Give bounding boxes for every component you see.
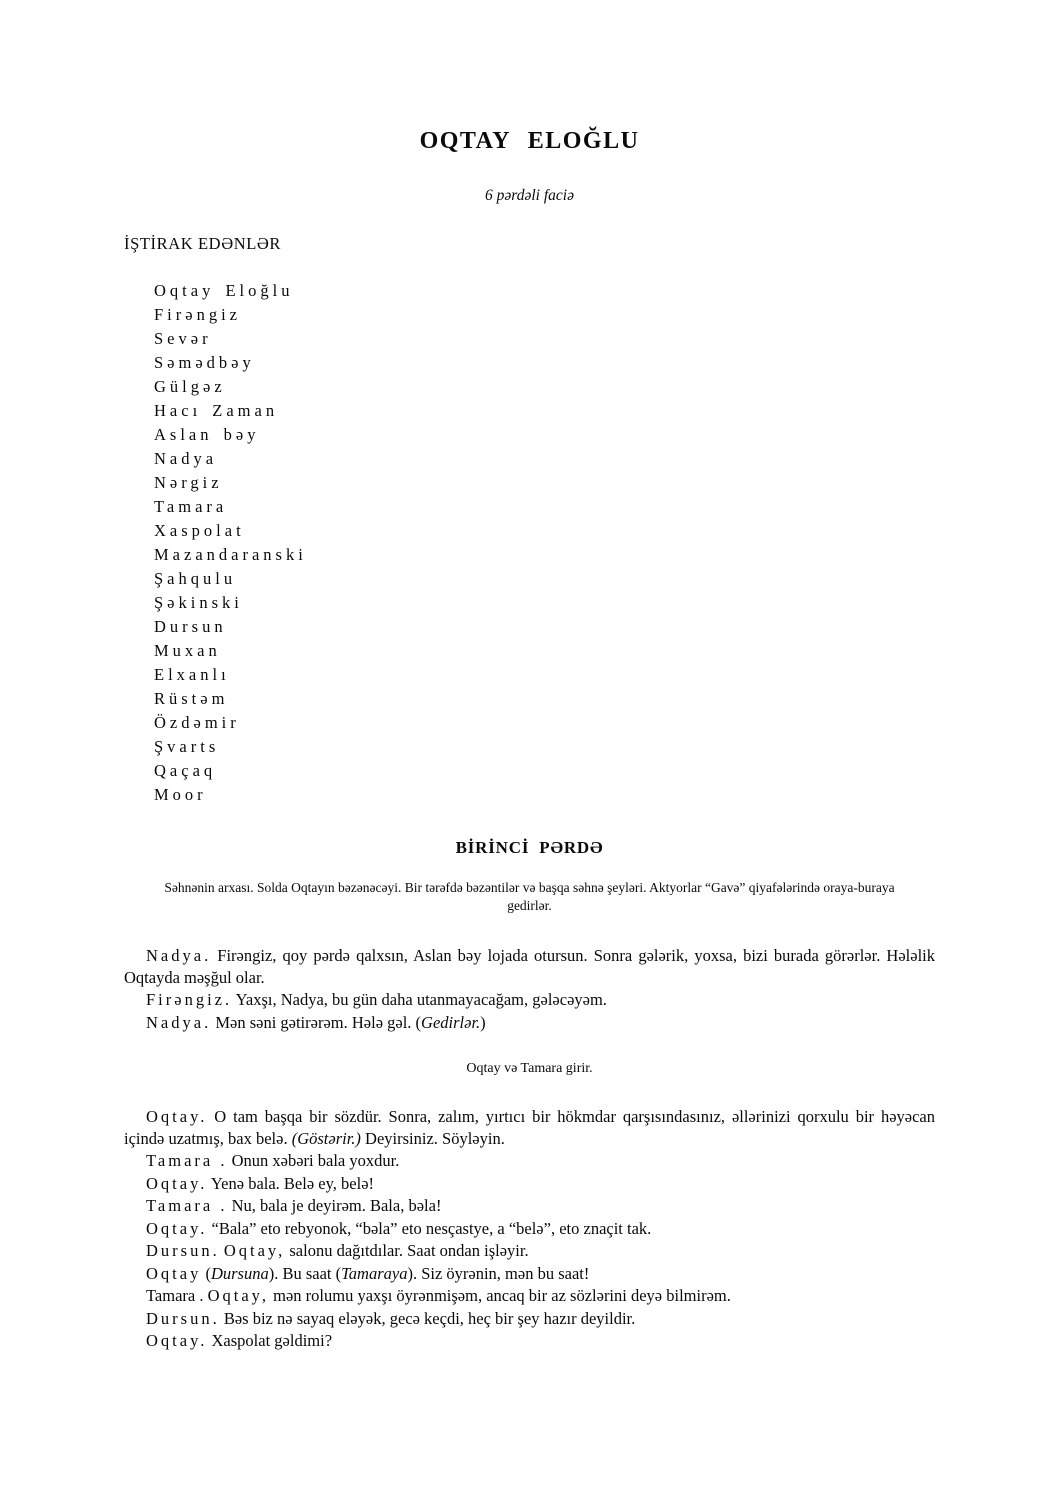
cast-member: Mazandaranski (154, 545, 307, 564)
speaker-name: Oqtay, (207, 1286, 269, 1305)
cast-member: Moor (154, 785, 207, 804)
dialogue-text: ( (201, 1263, 211, 1283)
dialogue-text: Onun xəbəri bala yoxdur. (227, 1151, 400, 1170)
dialogue-text: Mən səni gətirərəm. Hələ gəl. ( (211, 1012, 422, 1032)
cast-member: Dursun (154, 617, 227, 636)
dialogue-text: ). Bu saat ( (268, 1263, 342, 1283)
speaker-name: Dursun. (146, 1308, 220, 1328)
dialogue-text: salonu dağıtdılar. Saat ondan işləyir. (285, 1241, 529, 1260)
speaker-name: Oqtay. (146, 1218, 208, 1238)
cast-member: Oqtay Eloğlu (154, 281, 294, 300)
dialogue-text: ) (480, 1012, 486, 1032)
dialogue-line (124, 1150, 935, 1172)
speaker-name: Firəngiz. (146, 990, 233, 1009)
dialogue-text: Dursuna (210, 1263, 269, 1283)
cast-member: Şəkinski (154, 593, 243, 612)
cast-list (154, 279, 935, 807)
cast-member: Nadya (154, 449, 218, 468)
play-title: OQTAY ELOĞLU (419, 128, 640, 154)
cast-member: Gülgəz (154, 377, 226, 396)
speaker-name: Oqtay, (223, 1241, 286, 1260)
cast-member: Tamara (154, 497, 228, 516)
page-content (0, 126, 1058, 1352)
act-heading: BİRİNCİ PƏRDƏ (455, 838, 604, 857)
cast-member: Nərgiz (154, 473, 223, 492)
cast-member: Xaspolat (154, 521, 245, 540)
cast-member: Muxan (154, 641, 221, 660)
dialogue-text: Deyirsiniz. Söyləyin. (360, 1128, 505, 1148)
cast-member: Aslan bəy (154, 425, 260, 444)
play-subtitle: 6 pərdəli faciə (485, 187, 574, 204)
speaker-name: Tamara . (146, 1151, 228, 1170)
cast-member: Sevər (154, 329, 212, 348)
dialogue-text: Gedirlər. (421, 1012, 481, 1032)
dialogue-text: mən rolumu yaxşı öyrənmişəm, ancaq bir az sözlərini deyə bilmirəm. (269, 1286, 731, 1305)
dialogue-text: Oqtay və Tamara girir. (466, 1061, 593, 1076)
cast-heading: İŞTİRAK EDƏNLƏR (124, 234, 282, 253)
dialogue-text: Tamara . (146, 1286, 208, 1305)
cast-member: Şahqulu (154, 569, 237, 588)
dialogue-text: Bəs biz nə sayaq eləyək, gecə keçdi, heç bir şey hazır deyildir. (219, 1308, 636, 1328)
speaker-name: Oqtay. (146, 1331, 208, 1350)
speaker-name: Nadya. (146, 946, 212, 965)
speaker-name: Dursun. (146, 1241, 220, 1260)
speaker-name: Tamara . (146, 1196, 228, 1215)
dialogue-line (124, 1195, 935, 1217)
cast-member: Özdəmir (154, 713, 240, 732)
dialogue-text: Tamaraya (341, 1263, 408, 1283)
dialogue-line (124, 1012, 935, 1034)
dialogue-text: Yaxşı, Nadya, bu gün daha utanmayacağam, gələcəyəm. (232, 990, 607, 1009)
cast-member: Qaçaq (154, 761, 217, 780)
act-stage-direction: Səhnənin arxası. Solda Oqtayın bəzənəcəyi. Bir tərəfdə bəzəntilər və başqa səhnə şeyləri. Aktyorlar “Gavə” qiyafələrində oraya-buraya gedirlər. (164, 880, 895, 913)
dialogue-text: Xaspolat gəldimi? (207, 1331, 333, 1350)
cast-member: Rüstəm (154, 689, 229, 708)
dialogue-line (124, 1285, 935, 1307)
dialogue-text: Yenə bala. Belə ey, belə! (207, 1173, 375, 1193)
dialogue-text: ). Siz öyrənin, mən bu saat! (407, 1263, 590, 1283)
dialogue-text: (Göstərir.) (291, 1128, 361, 1148)
stage-cue (124, 1060, 935, 1077)
speaker-name: Oqtay (146, 1263, 202, 1283)
dialogue-line (124, 1218, 935, 1240)
dialogue-line (124, 1173, 935, 1195)
dialogue-line (124, 1240, 935, 1262)
dialogue-line (124, 1106, 935, 1149)
dialogue-text: “Bala” eto rebyonok, “bəla” eto nesçastye, a “belə”, eto znaçit tak. (207, 1218, 652, 1238)
dialogue-text: O tam başqa bir sözdür. Sonra, zalım, yırtıcı bir hökmdar qarşısındasınız, əllərinizi qorxulu bir həyəcan içində uzatmış, bax belə. (124, 1107, 935, 1148)
dialogue-line (124, 1330, 935, 1352)
cast-member: Hacı Zaman (154, 401, 279, 420)
dialogue-text: Firəngiz, qoy pərdə qalxsın, Aslan bəy lojada otursun. Sonra gələrik, yoxsa, bizi burada görərlər. Hələlik Oqtayda məşğul olar. (124, 946, 935, 987)
speaker-name: Nadya. (146, 1012, 212, 1032)
cast-member: Elxanlı (154, 665, 230, 684)
dialogue (124, 945, 935, 1352)
dialogue-line (124, 1308, 935, 1330)
cast-member: Səmədbəy (154, 353, 255, 372)
speaker-name: Oqtay. (146, 1107, 208, 1126)
speaker-name: Oqtay. (146, 1173, 208, 1193)
cast-member: Firəngiz (154, 305, 241, 324)
dialogue-line (124, 1263, 935, 1285)
dialogue-line (124, 945, 935, 988)
dialogue-text: Nu, bala je deyirəm. Bala, bəla! (227, 1196, 442, 1215)
dialogue-line (124, 989, 935, 1011)
cast-member: Şvarts (154, 737, 220, 756)
